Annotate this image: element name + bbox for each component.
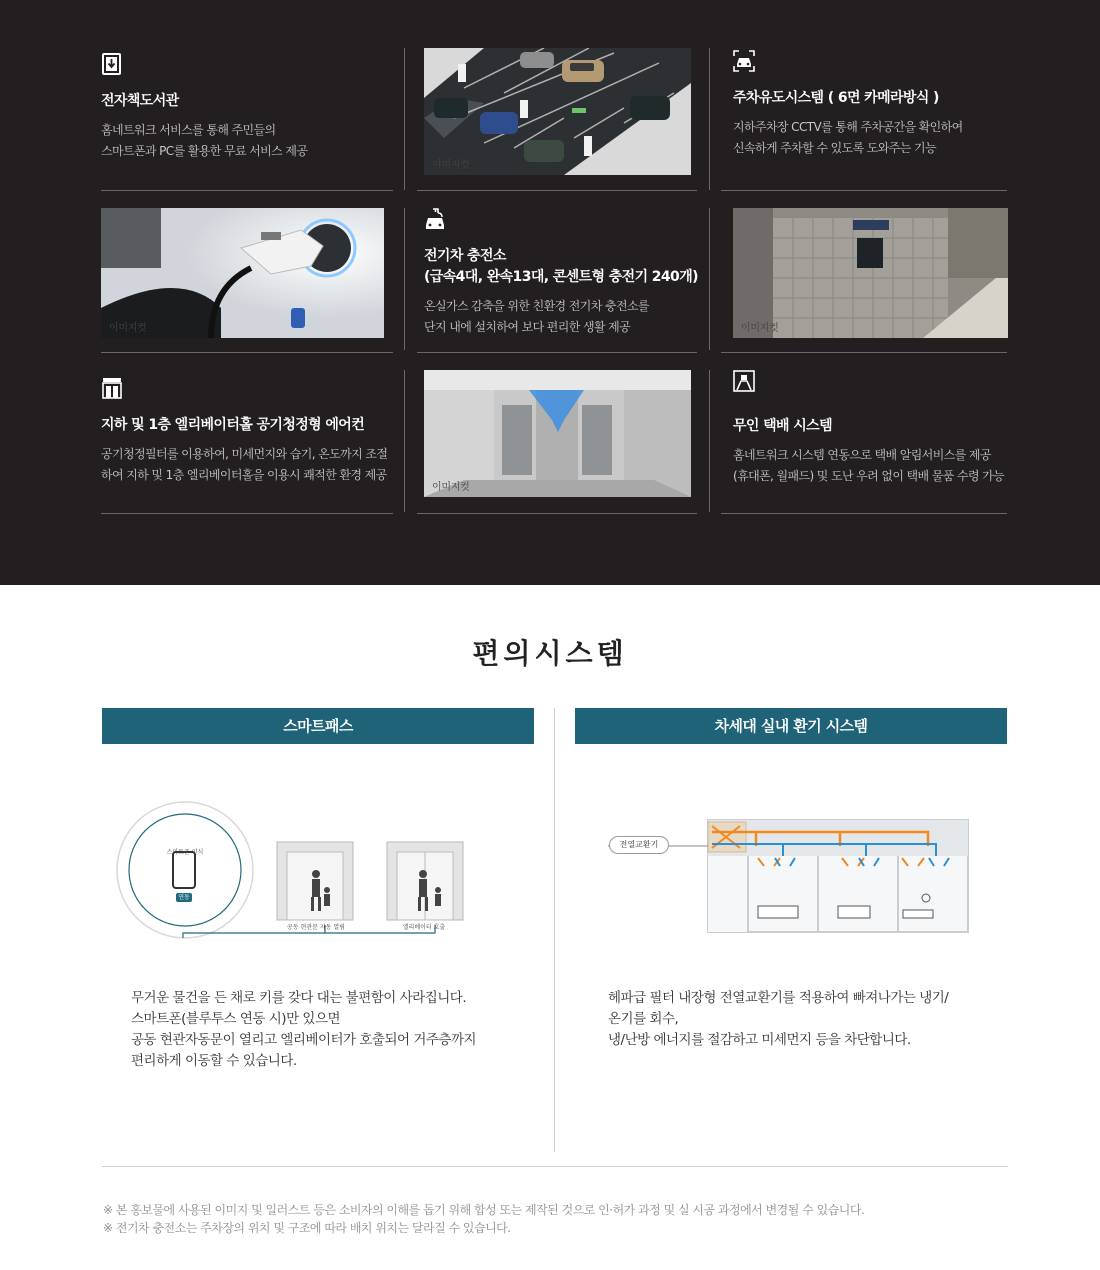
image-caption: 이미지컷 <box>109 323 147 334</box>
parking-camera-icon <box>733 50 755 72</box>
elevator-call-label: 엘리베이터 호출 <box>402 924 446 931</box>
divider <box>709 48 710 190</box>
heat-exchanger-label: 전열교환기 <box>609 836 669 854</box>
divider <box>404 208 405 350</box>
ev-charger-image <box>101 208 384 338</box>
car <box>520 52 554 68</box>
car <box>562 60 604 82</box>
feature-parking-guidance <box>733 50 1038 159</box>
image-caption: 이미지컷 <box>741 323 779 334</box>
image-caption: 이미지컷 <box>432 160 470 171</box>
divider <box>101 352 393 353</box>
phone-recognition-label: 스마트폰 인식 <box>166 849 204 856</box>
features-section <box>0 0 1100 585</box>
feature-ebook-library <box>101 53 406 162</box>
door-illustration <box>277 842 353 920</box>
feature-title: 지하 및 1층 엘리베이터홀 공기청정형 에어컨 <box>101 417 365 433</box>
elevator-aircon-icon <box>101 377 123 399</box>
section-title: 편의시스템 <box>472 637 628 670</box>
ventilation-diagram <box>608 818 973 934</box>
disclaimer-note: ※ 본 홍보물에 사용된 이미지 및 일러스트 등은 소비자의 이해를 돕기 위해 합성 또는 제작된 것으로 인·허가 과정 및 실 시공 과정에서 변경될 수 있습니다. <box>103 1203 865 1217</box>
feature-ev-charging <box>424 208 729 338</box>
feature-title: 전기차 충전소 (급속4대, 완속13대, 콘센트형 충전기 240개) <box>424 248 698 285</box>
link-badge: 연동 <box>178 894 190 901</box>
feature-description: 공기청정필터를 이용하여, 미세먼지와 습기, 온도까지 조절 하여 지하 및 1층 엘리베이터홀을 이용시 쾌적한 환경 제공 <box>101 447 388 482</box>
car <box>434 98 468 118</box>
car <box>630 96 670 120</box>
disclaimer-note: ※ 전기차 충전소는 주차장의 위치 및 구조에 따라 배치 위치는 달라질 수 있습니다. <box>103 1221 511 1235</box>
ventilation-banner: 차세대 실내 환기 시스템 <box>575 708 1007 744</box>
divider <box>417 352 697 353</box>
ev-charging-icon <box>424 208 446 230</box>
smartpass-description: 무거운 물건을 든 채로 키를 갖다 대는 불편함이 사라집니다. 스마트폰(블루투스 연동 시)만 있으면 공동 현관자동문이 열리고 엘리베이터가 호출되어 거주층까지 편리하게 이동할 수 있습니다. <box>131 990 477 1069</box>
footer-divider <box>102 1166 1008 1167</box>
divider <box>417 513 697 514</box>
divider <box>721 190 1007 191</box>
divider <box>721 513 1007 514</box>
car <box>480 112 518 134</box>
divider <box>709 370 710 512</box>
ventilation-description: 헤파급 필터 내장형 전열교환기를 적용하여 빠져나가는 냉기/ 온기를 회수, 냉/난방 에너지를 절감하고 미세먼지 등을 차단합니다. <box>608 990 949 1048</box>
smartpass-banner: 스마트패스 <box>102 708 534 744</box>
image-caption: 이미지컷 <box>432 482 470 493</box>
feature-description: 홈네트워크 서비스를 통해 주민들의 스마트폰과 PC를 활용한 무료 서비스 제공 <box>101 123 308 158</box>
feature-description: 홈네트워크 시스템 연동으로 택배 알림서비스를 제공 (휴대폰, 월패드) 및 도난 우려 없이 택배 물품 수령 가능 <box>733 448 1005 483</box>
center-divider <box>554 708 555 1152</box>
divider <box>101 513 393 514</box>
feature-description: 지하주차장 CCTV를 통해 주차공간을 확인하여 신속하게 주차할 수 있도록 도와주는 기능 <box>733 120 963 155</box>
parcel-locker-image <box>733 208 1008 338</box>
car <box>524 140 564 162</box>
feature-title: 주차유도시스템 ( 6면 카메라방식 ) <box>733 90 939 106</box>
feature-title: 무인 택배 시스템 <box>733 418 833 434</box>
parcel-locker-icon <box>733 370 755 392</box>
ebook-library-icon <box>101 53 123 75</box>
door-open-label: 공동 현관문 자동 열림 <box>287 924 345 931</box>
elevator-illustration <box>387 842 463 920</box>
feature-title: 전자책도서관 <box>101 93 179 109</box>
parking-garage-image <box>424 48 691 175</box>
feature-parcel-locker <box>733 370 1038 487</box>
feature-description: 온실가스 감축을 위한 친환경 전기차 충전소를 단지 내에 설치하여 보다 편리한 생활 제공 <box>424 299 649 334</box>
feature-elevator-aircon <box>101 377 406 486</box>
divider <box>417 190 697 191</box>
elevator-hall-image <box>424 370 691 497</box>
divider <box>101 190 393 191</box>
divider <box>721 352 1007 353</box>
